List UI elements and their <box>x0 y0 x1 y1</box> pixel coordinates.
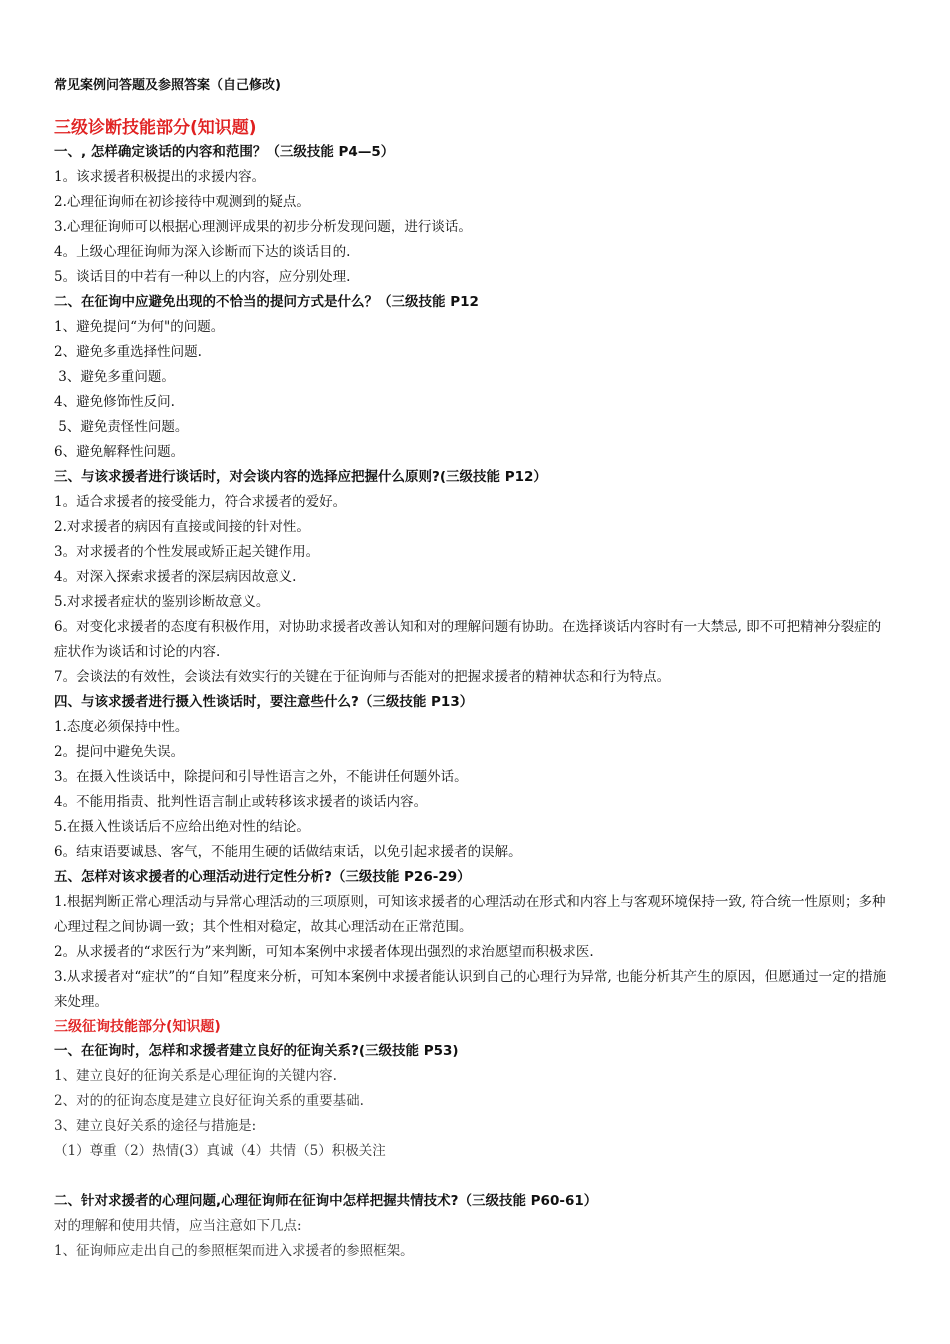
question-heading: 五、怎样对该求援者的心理活动进行定性分析?（三级技能 P26-29） <box>54 869 471 885</box>
answer-item: 1、建立良好的征询关系是心理征询的关键内容. <box>54 1068 337 1084</box>
answer-item: 5。谈话目的中若有一种以上的内容，应分别处理. <box>54 269 351 285</box>
answer-item: 7。会谈法的有效性，会谈法有效实行的关键在于征询师与否能对的把握求援者的精神状态和行为特点。 <box>54 669 671 685</box>
answer-item: 5、避免责怪性问题。 <box>54 419 189 435</box>
answer-item: 4。上级心理征询师为深入诊断而下达的谈话目的. <box>54 244 351 260</box>
answer-item: 5.对求援者症状的鉴别诊断故意义。 <box>54 594 270 610</box>
answer-item: 对的理解和使用共情，应当注意如下几点: <box>54 1218 302 1234</box>
answer-item: 2。提问中避免失误。 <box>54 744 185 760</box>
answer-item: 1.根据判断正常心理活动与异常心理活动的三项原则，可知该求援者的心理活动在形式和内容上与客观环境保持一致, 符合统一性原则；多种心理过程之间协调一致；其个性相对稳定，故其心理活动在正常范围。 <box>54 894 886 935</box>
answer-item: 2.对求援者的病因有直接或间接的针对性。 <box>54 519 310 535</box>
answer-item: 1.态度必须保持中性。 <box>54 719 189 735</box>
section-heading-consultation: 三级征询技能部分(知识题) <box>54 1019 221 1035</box>
answer-item: 2、对的的征询态度是建立良好征询关系的重要基础. <box>54 1093 364 1109</box>
answer-item: 2.心理征询师在初诊接待中观测到的疑点。 <box>54 194 310 210</box>
question-heading: 一、, 怎样确定谈话的内容和范围？（三级技能 P4—5） <box>54 144 395 160</box>
answer-item: 3.心理征询师可以根据心理测评成果的初步分析发现问题，进行谈话。 <box>54 219 472 235</box>
answer-item: 1、征询师应走出自己的参照框架而进入求援者的参照框架。 <box>54 1243 414 1259</box>
answer-item: 3、避免多重问题。 <box>54 369 175 385</box>
answer-item: 4、避免修饰性反问. <box>54 394 175 410</box>
answer-item: 4。对深入探索求援者的深层病因故意义. <box>54 569 297 585</box>
answer-item: 3.从求援者对“症状”的“自知”程度来分析，可知本案例中求援者能认识到自己的心理行为异常, 也能分析其产生的原因，但愿通过一定的措施来处理。 <box>54 969 887 1010</box>
document-title: 常见案例问答题及参照答案（自己修改) <box>54 78 281 93</box>
answer-item: 3。在摄入性谈话中，除提问和引导性语言之外，不能讲任何题外话。 <box>54 769 468 785</box>
answer-item: 4。不能用指责、批判性语言制止或转移该求援者的谈话内容。 <box>54 794 428 810</box>
question-heading: 二、在征询中应避免出现的不恰当的提问方式是什么？（三级技能 P12 <box>54 294 479 310</box>
answer-item: 2。从求援者的“求医行为”来判断，可知本案例中求援者体现出强烈的求治愿望而积极求医. <box>54 944 594 960</box>
answer-item: 3。对求援者的个性发展或矫正起关键作用。 <box>54 544 320 560</box>
answer-item: 2、避免多重选择性问题. <box>54 344 202 360</box>
question-heading: 一、在征询时，怎样和求援者建立良好的征询关系?(三级技能 P53) <box>54 1043 459 1059</box>
answer-item: 1。该求援者积极提出的求援内容。 <box>54 169 266 185</box>
answer-item: 5.在摄入性谈话后不应给出绝对性的结论。 <box>54 819 310 835</box>
answer-item: 6、避免解释性问题。 <box>54 444 185 460</box>
answer-item: 1。适合求援者的接受能力，符合求援者的爱好。 <box>54 494 347 510</box>
answer-item: 6。结束语要诚恳、客气，不能用生硬的话做结束话，以免引起求援者的误解。 <box>54 844 522 860</box>
question-heading: 二、针对求援者的心理问题,心理征询师在征询中怎样把握共情技术?（三级技能 P60-61） <box>54 1193 598 1209</box>
section-heading-diagnosis: 三级诊断技能部分(知识题) <box>54 118 257 138</box>
answer-item: 1、避免提问“为何"的问题。 <box>54 319 225 335</box>
question-heading: 四、与该求援者进行摄入性谈话时，要注意些什么?（三级技能 P13） <box>54 694 474 710</box>
answer-item: 6。对变化求援者的态度有积极作用，对协助求援者改善认知和对的理解问题有协助。在选择谈话内容时有一大禁忌, 即不可把精神分裂症的症状作为谈话和讨论的内容. <box>54 619 882 660</box>
document-page <box>54 74 890 1264</box>
answer-item: （1）尊重（2）热情(3）真诚（4）共情（5）积极关注 <box>54 1143 386 1159</box>
blank-line <box>54 1164 890 1189</box>
answer-item: 3、建立良好关系的途径与措施是: <box>54 1118 257 1134</box>
question-heading: 三、与该求援者进行谈话时，对会谈内容的选择应把握什么原则?(三级技能 P12） <box>54 469 547 485</box>
